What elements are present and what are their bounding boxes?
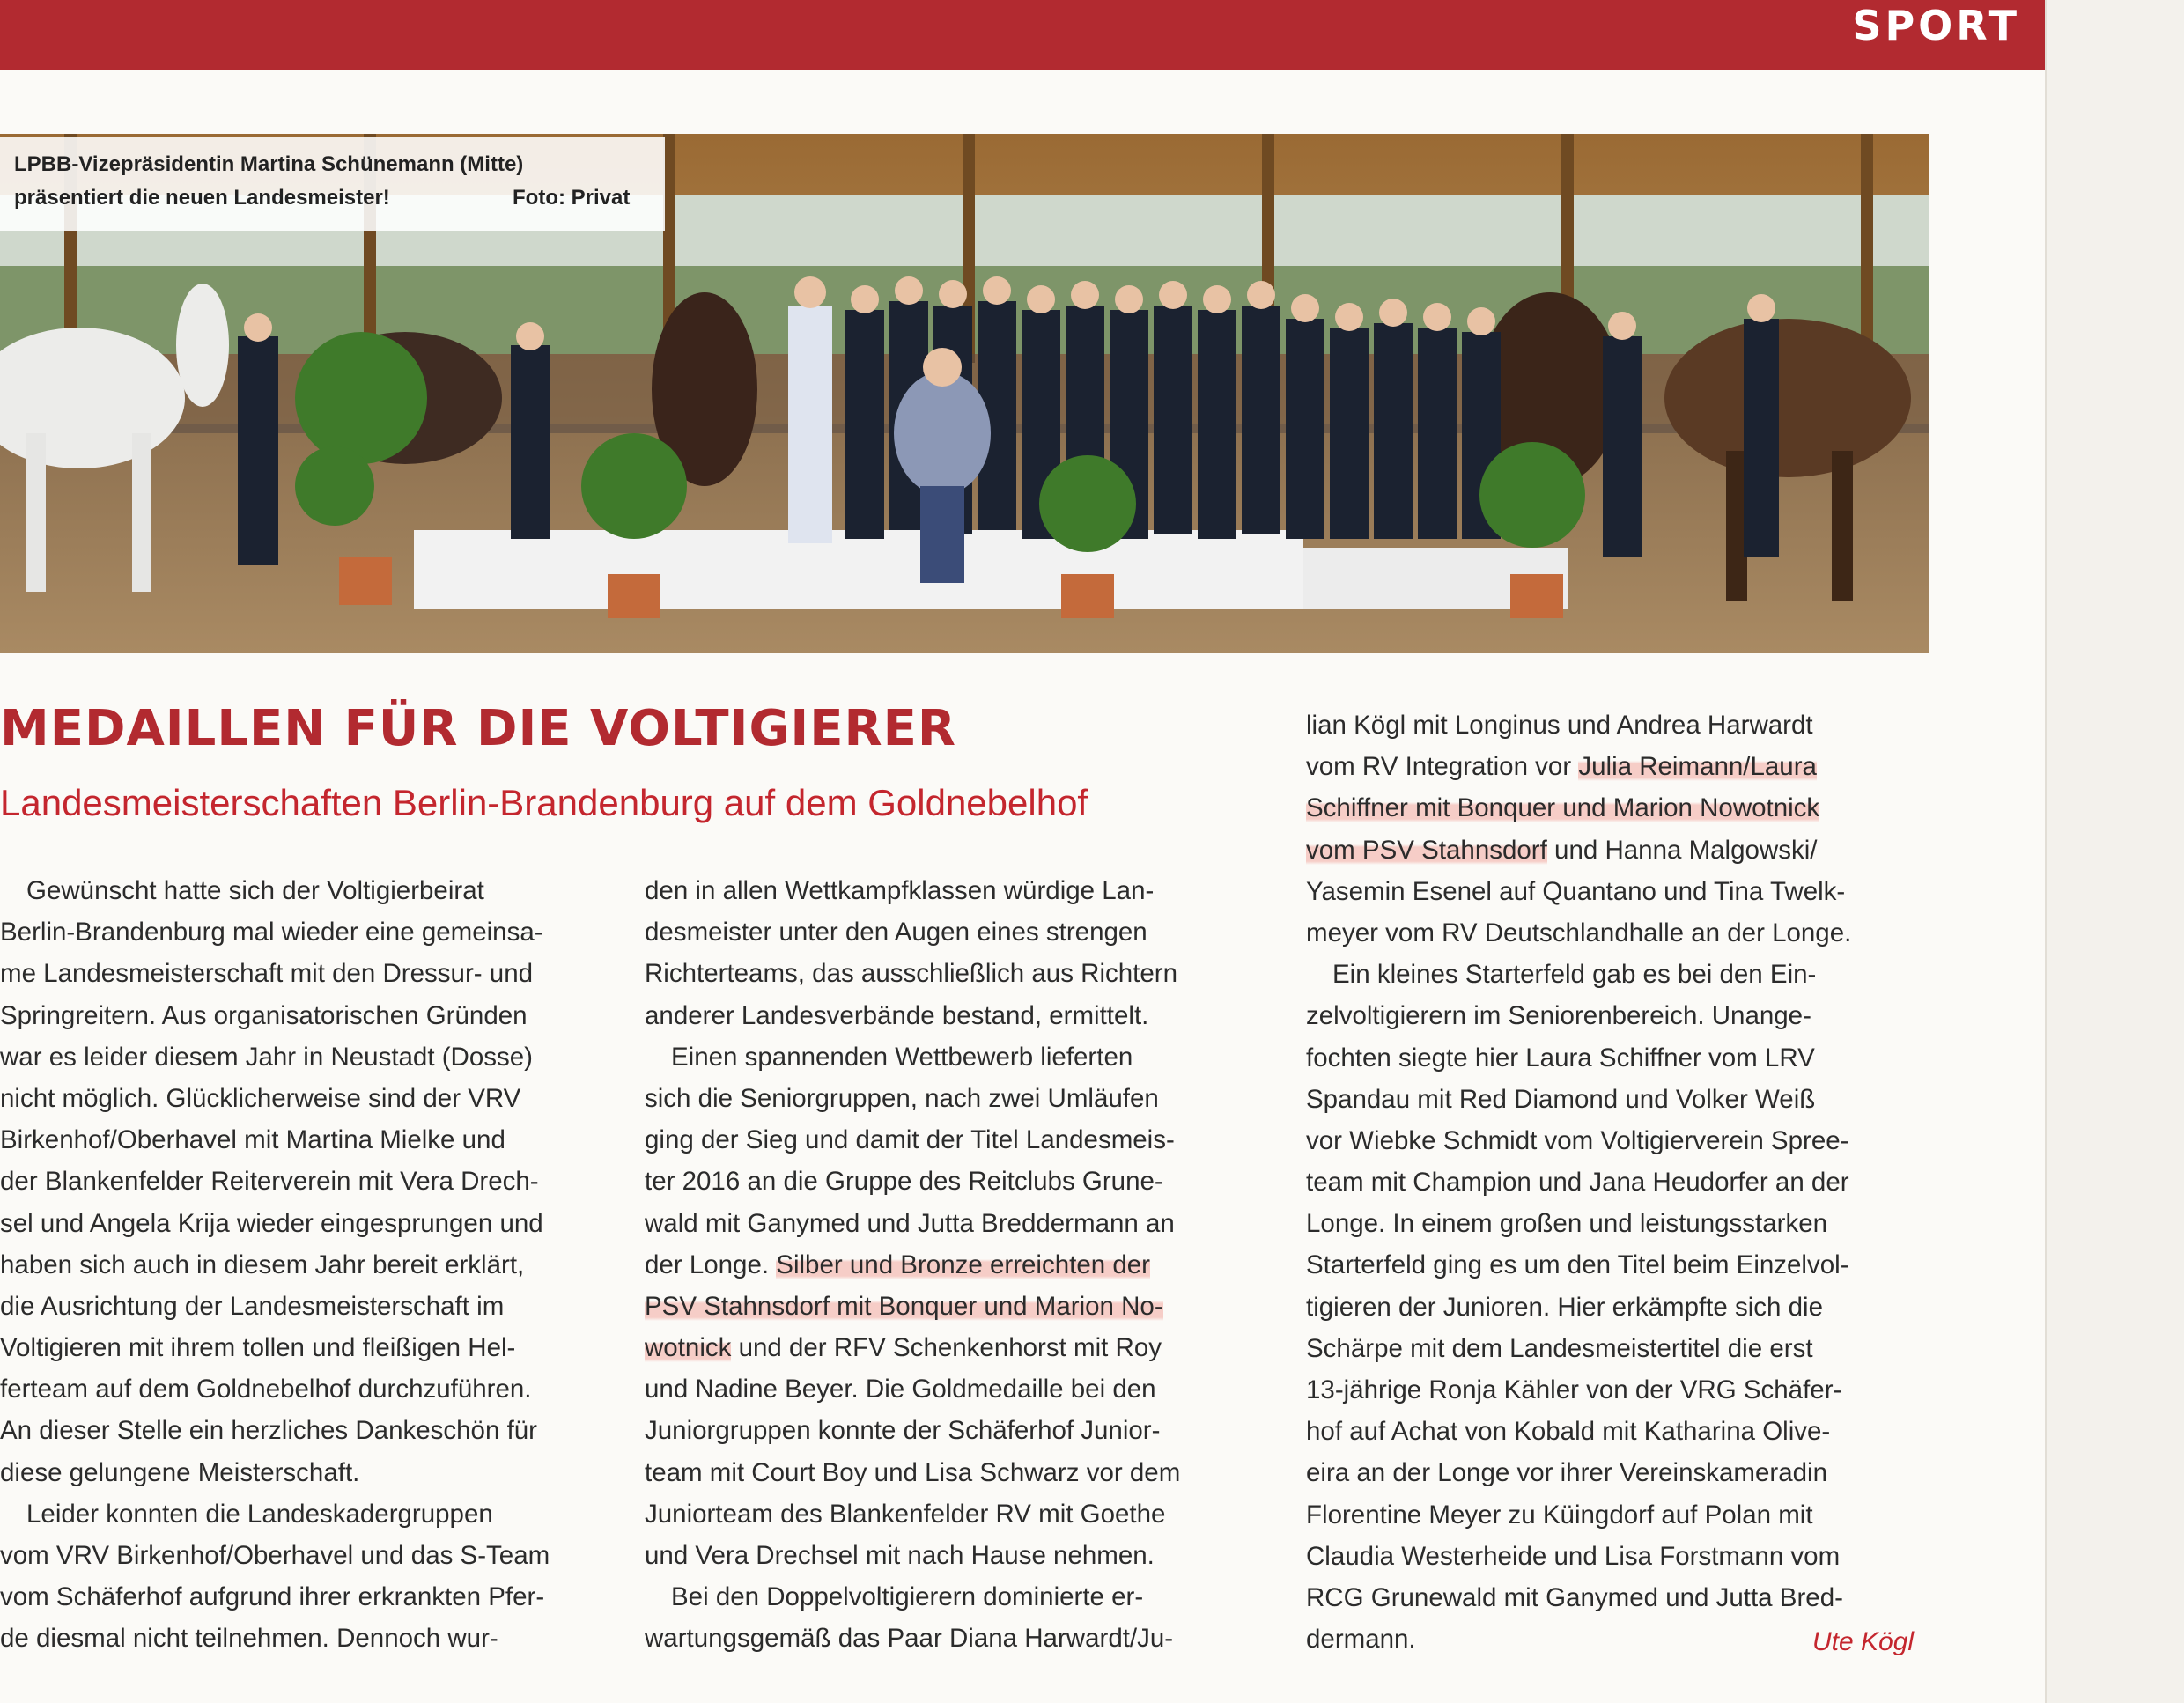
highlighted-text: vom PSV Stahnsdorf (1306, 835, 1547, 865)
text-line: 13-jährige Ronja Kähler von der VRG Schäfer- (1306, 1375, 1842, 1404)
highlighted-text: PSV Stahnsdorf mit Bonquer und Marion No- (645, 1291, 1163, 1321)
text-line: team mit Champion und Jana Heudorfer an der (1306, 1168, 1849, 1198)
text-line: Einen spannenden Wettbewerb lieferten (671, 1042, 1133, 1072)
text-line: haben sich auch in diesem Jahr bereit erklärt, (0, 1250, 525, 1279)
highlighted-text: Silber und Bronze erreichten der (776, 1250, 1150, 1279)
text-line: Juniorgruppen konnte der Schäferhof Junior- (645, 1416, 1161, 1446)
text-line (1306, 787, 1927, 829)
text-line: vom Schäferhof aufgrund ihrer erkrankten Pfer- (0, 1582, 545, 1612)
text-fragment: und der RFV Schenkenhorst mit Roy (738, 1333, 1162, 1363)
text-line: ter 2016 an die Gruppe des Reitclubs Grune- (645, 1167, 1163, 1197)
text-fragment: und Hanna Malgowski/ (1554, 835, 1818, 865)
article-headline: MEDAILLEN FÜR DIE VOLTIGIERER (0, 700, 956, 757)
text-line: fochten siegte hier Laura Schiffner vom LRV (1306, 1043, 1815, 1073)
text-line: dermann. (1306, 1625, 1416, 1655)
highlighted-text: wotnick (645, 1333, 732, 1363)
text-line: Gewünscht hatte sich der Voltigierbeirat (26, 876, 484, 905)
text-line (1306, 746, 1927, 787)
text-line: vor Wiebke Schmidt vom Voltigierverein Spree- (1306, 1125, 1849, 1155)
photo-credit: Foto: Privat (513, 186, 631, 210)
text-line: ferteam auf dem Goldnebelhof durchzuführen. (0, 1375, 532, 1404)
text-line: sich die Seniorgruppen, nach zwei Umläufen (645, 1083, 1159, 1113)
photo-caption (0, 137, 665, 231)
text-line: vom VRV Birkenhof/Oberhavel und das S-Team (0, 1541, 550, 1570)
article-column-1 (0, 870, 608, 1660)
article-column-3 (1306, 704, 1927, 1660)
text-line: Leider konnten die Landeskadergruppen (26, 1499, 493, 1529)
text-line (645, 1327, 1265, 1368)
text-line: RCG Grunewald mit Ganymed und Jutta Bred- (1306, 1582, 1843, 1612)
text-line: Starterfeld ging es um den Titel beim Einzelvol- (1306, 1250, 1849, 1280)
text-line: meyer vom RV Deutschlandhalle an der Longe. (1306, 918, 1852, 947)
text-line: anderer Landesverbände bestand, ermittelt. (645, 1000, 1149, 1030)
caption-line-2: präsentiert die neuen Landesmeister! (14, 186, 390, 210)
text-line: me Landesmeisterschaft mit den Dressur- und (0, 959, 534, 989)
text-line: team mit Court Boy und Lisa Schwarz vor dem (645, 1457, 1181, 1487)
article-subhead: Landesmeisterschaften Berlin-Brandenburg auf dem Goldnebelhof (0, 782, 1088, 823)
text-line: Voltigieren mit ihrem tollen und fleißigen Hel- (0, 1333, 516, 1363)
text-line: Bei den Doppelvoltigierern dominierte er- (671, 1582, 1144, 1612)
text-line: lian Kögl mit Longinus und Andrea Harwardt (1306, 711, 1813, 740)
section-header-bar (0, 0, 2045, 70)
text-line: de diesmal nicht teilnehmen. Dennoch wur- (0, 1624, 498, 1654)
text-line (645, 1286, 1265, 1327)
text-line: Florentine Meyer zu Küingdorf auf Polan mit (1306, 1500, 1813, 1530)
text-line: Spandau mit Red Diamond und Volker Weiß (1306, 1084, 1816, 1114)
caption-line-1: LPBB-Vizepräsidentin Martina Schünemann (Mitte) (14, 152, 524, 176)
text-line: zelvoltigierern im Seniorenbereich. Unange- (1306, 1001, 1811, 1031)
text-line: ging der Sieg und damit der Titel Landesmeis- (645, 1125, 1175, 1155)
text-line (645, 1244, 1265, 1286)
text-line: war es leider diesem Jahr in Neustadt (Dosse) (0, 1042, 533, 1072)
text-line: der Blankenfelder Reiterverein mit Vera Drech- (0, 1167, 539, 1197)
text-line: An dieser Stelle ein herzliches Dankeschön für (0, 1416, 537, 1446)
text-line: Yasemin Esenel auf Quantano und Tina Twelk- (1306, 876, 1846, 906)
text-line: und Vera Drechsel mit nach Hause nehmen. (645, 1541, 1155, 1570)
text-fragment: der Longe. (645, 1250, 770, 1279)
article-column-2 (645, 870, 1265, 1660)
text-line: nicht möglich. Glücklicherweise sind der VRV (0, 1083, 521, 1113)
text-line: Richterteams, das ausschließlich aus Richtern (645, 959, 1177, 989)
text-fragment: vom RV Integration vor (1306, 752, 1572, 782)
text-line: die Ausrichtung der Landesmeisterschaft im (0, 1291, 505, 1321)
text-line (1306, 829, 1927, 871)
text-line: wald mit Ganymed und Jutta Breddermann an (645, 1208, 1175, 1238)
text-line: Longe. In einem großen und leistungsstarken (1306, 1209, 1828, 1239)
text-line: den in allen Wettkampfklassen würdige Lan- (645, 876, 1155, 905)
text-line: wartungsgemäß das Paar Diana Harwardt/Ju- (645, 1624, 1174, 1654)
highlighted-text: Schiffner mit Bonquer und Marion Nowotnick (1306, 793, 1820, 823)
text-line: Ein kleines Starterfeld gab es bei den Ein- (1332, 960, 1817, 990)
text-line: tigieren der Junioren. Hier erkämpfte sich die (1306, 1292, 1824, 1322)
article-author: Ute Kögl (1812, 1627, 1915, 1656)
text-line: Birkenhof/Oberhavel mit Martina Mielke und (0, 1125, 505, 1155)
section-label: SPORT (1852, 2, 2020, 49)
text-line: Berlin-Brandenburg mal wieder eine gemeinsa- (0, 918, 543, 947)
text-line: Claudia Westerheide und Lisa Forstmann vom (1306, 1541, 1841, 1571)
text-line: diese gelungene Meisterschaft. (0, 1457, 360, 1487)
text-line: eira an der Longe vor ihrer Vereinskameradin (1306, 1458, 1827, 1488)
text-line: Springreitern. Aus organisatorischen Gründen (0, 1000, 528, 1030)
page-margin (2045, 0, 2184, 1703)
highlighted-text: Julia Reimann/Laura (1578, 752, 1817, 782)
text-line: hof auf Achat von Kobald mit Katharina Olive- (1306, 1417, 1831, 1447)
text-line: und Nadine Beyer. Die Goldmedaille bei den (645, 1375, 1156, 1404)
text-line: Schärpe mit dem Landesmeistertitel die erst (1306, 1333, 1813, 1363)
text-line: desmeister unter den Augen eines strengen (645, 918, 1147, 947)
text-line: sel und Angela Krija wieder eingesprungen und (0, 1208, 543, 1238)
text-line: Juniorteam des Blankenfelder RV mit Goethe (645, 1499, 1166, 1529)
